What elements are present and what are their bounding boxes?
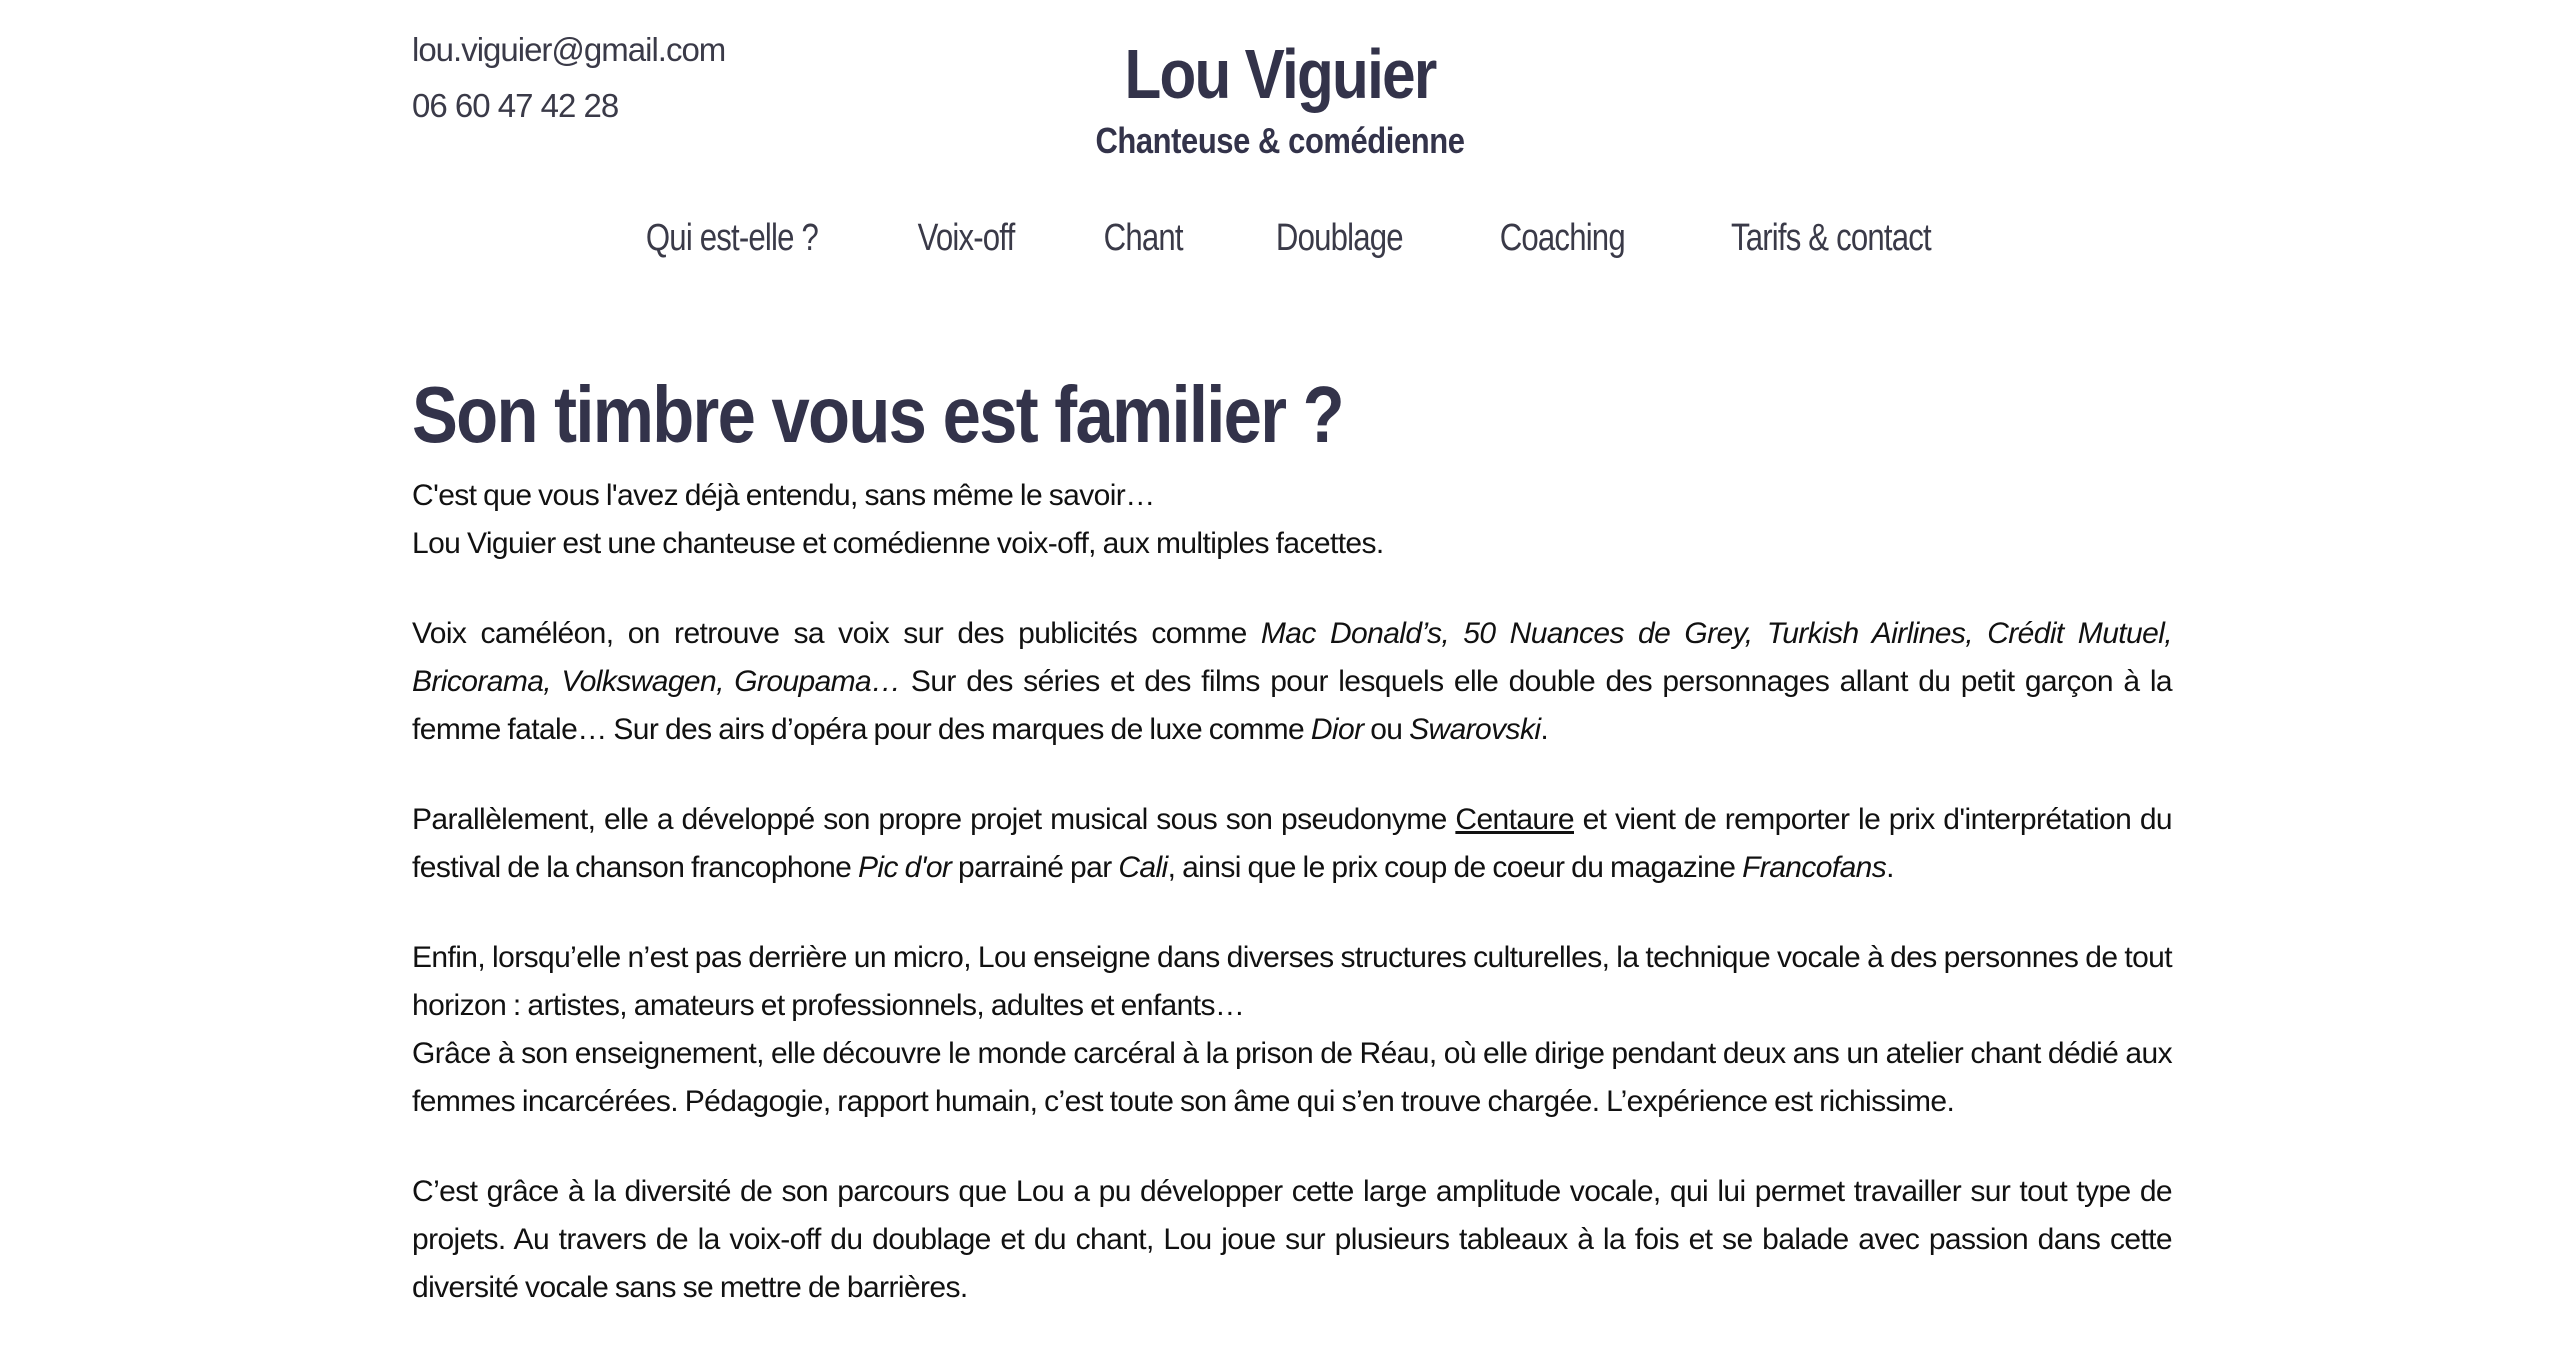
phone-number: 06 60 47 42 28 [412, 87, 619, 124]
teaching-line-1: Enfin, lorsqu’elle n’est pas derrière un micro, Lou enseigne dans diverses structures culturelles, la technique vocale à des personnes de tout horizon : artistes, amateurs et professionnels, adultes et enfants… [412, 941, 2172, 1022]
teaching-line-2: Grâce à son enseignement, elle découvre le monde carcéral à la prison de Réau, où elle dirige pendant deux ans un atelier chant dédié aux femmes incarcérées. Pédagogie, rapport humain, c’est toute son âme qui s’en trouve chargée. L’expérience est richissime. [412, 1037, 2172, 1118]
site-tagline: Chanteuse & comédienne [1095, 120, 1465, 161]
sponsor-name: Cali [1118, 851, 1168, 884]
nav-item-doublage[interactable]: Doublage [1275, 217, 1403, 259]
nav-item-voix-off[interactable]: Voix-off [917, 217, 1015, 259]
music-paragraph [412, 796, 2172, 892]
voice-paragraph [412, 610, 2172, 754]
nav-item-qui-est-elle[interactable]: Qui est-elle ? [646, 217, 819, 259]
site-title[interactable]: Lou Viguier [1124, 35, 1436, 113]
intro-line-2: Lou Viguier est une chanteuse et comédienne voix-off, aux multiples facettes. [412, 527, 1384, 560]
music-text-5: . [1886, 851, 1894, 884]
site-header [0, 34, 2560, 166]
main-nav [0, 208, 2560, 268]
closing-paragraph: C’est grâce à la diversité de son parcours que Lou a pu développer cette large amplitude vocale, qui lui permet travailler sur tout type de projets. Au travers de la voix-off du doublage et du chant, Lou joue sur plusieurs tableaux à la fois et se balade avec passion dans cette diversité vocale sans se mettre de barrières. [412, 1175, 2172, 1304]
music-text-3: parrainé par [951, 851, 1119, 884]
brand-dior: Dior [1310, 713, 1364, 746]
intro-paragraph [412, 472, 2172, 568]
intro-line-1: C'est que vous l'avez déjà entendu, sans même le savoir… [412, 479, 1155, 512]
magazine-name: Francofans [1742, 851, 1887, 884]
email-link[interactable]: lou.viguier@gmail.com [412, 31, 726, 68]
teaching-paragraph [412, 934, 2172, 1126]
music-text-2: et vient de remporter le prix d'interprétation du festival de la chanson francophone [412, 803, 2172, 884]
voice-text-2: Sur des séries et des films pour lesquels elle double des personnages allant du petit garçon à la femme fatale… Sur des airs d’opéra pour des marques de luxe comme [412, 665, 2172, 746]
voice-text-4: . [1540, 713, 1549, 746]
nav-item-chant[interactable]: Chant [1103, 217, 1183, 259]
voice-text-3: ou [1363, 713, 1410, 746]
music-text-4: , ainsi que le prix coup de coeur du magazine [1167, 851, 1743, 884]
nav-item-tarifs-contact[interactable]: Tarifs & contact [1730, 217, 1931, 259]
festival-name: Pic d'or [858, 851, 952, 884]
main-content [412, 360, 2172, 1354]
page-heading: Son timbre vous est familier ? [412, 370, 1343, 459]
brand-swarovski: Swarovski [1409, 713, 1541, 746]
music-text-1: Parallèlement, elle a développé son propre projet musical sous son pseudonyme [412, 803, 1456, 836]
brand-list: Mac Donald’s, 50 Nuances de Grey, Turkish Airlines, Crédit Mutuel, Bricorama, Volkswagen, Groupama… [412, 617, 2172, 698]
voice-text-1: Voix caméléon, on retrouve sa voix sur des publicités comme [412, 617, 1261, 650]
nav-item-coaching[interactable]: Coaching [1500, 217, 1626, 259]
centaure-link[interactable]: Centaure [1455, 803, 1574, 836]
